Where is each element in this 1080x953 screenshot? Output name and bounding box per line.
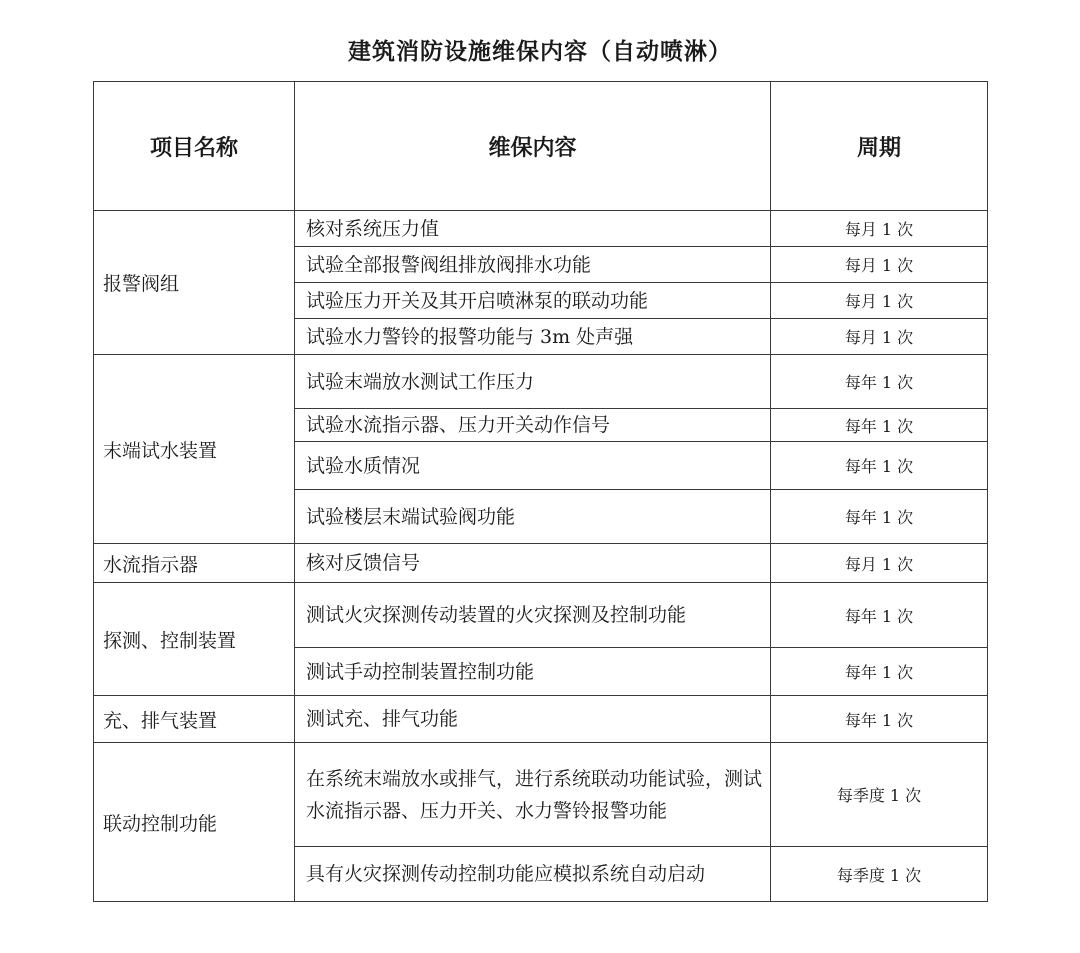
table-row	[94, 211, 988, 247]
content-cell: 试验压力开关及其开启喷淋泵的联动功能	[295, 283, 771, 319]
content-cell: 测试手动控制装置控制功能	[295, 648, 771, 696]
table-row	[94, 355, 988, 409]
period-cell: 每月 1 次	[771, 544, 988, 583]
content-cell: 试验全部报警阀组排放阀排水功能	[295, 247, 771, 283]
period-cell: 每年 1 次	[771, 490, 988, 544]
item-name-cell: 探测、控制装置	[94, 583, 295, 696]
table-row	[94, 743, 988, 847]
content-cell: 具有火灾探测传动控制功能应模拟系统自动启动	[295, 847, 771, 902]
table-row	[94, 583, 988, 648]
content-cell: 试验水质情况	[295, 442, 771, 490]
period-cell: 每季度 1 次	[771, 847, 988, 902]
table-row	[94, 696, 988, 743]
content-cell: 核对反馈信号	[295, 544, 771, 583]
table-header-row	[94, 82, 988, 211]
period-cell: 每年 1 次	[771, 696, 988, 743]
period-cell: 每年 1 次	[771, 409, 988, 442]
header-content: 维保内容	[295, 82, 771, 211]
table-row	[94, 544, 988, 583]
content-cell: 试验水力警铃的报警功能与 3m 处声强	[295, 319, 771, 355]
item-name-cell: 末端试水装置	[94, 355, 295, 544]
period-cell: 每月 1 次	[771, 283, 988, 319]
content-cell: 试验楼层末端试验阀功能	[295, 490, 771, 544]
period-cell: 每年 1 次	[771, 355, 988, 409]
item-name-cell: 联动控制功能	[94, 743, 295, 902]
period-cell: 每月 1 次	[771, 319, 988, 355]
header-item-name: 项目名称	[94, 82, 295, 211]
period-cell: 每年 1 次	[771, 442, 988, 490]
period-cell: 每年 1 次	[771, 648, 988, 696]
content-cell: 核对系统压力值	[295, 211, 771, 247]
content-cell: 在系统末端放水或排气，进行系统联动功能试验，测试水流指示器、压力开关、水力警铃报警功能	[295, 743, 771, 847]
item-name-cell: 充、排气装置	[94, 696, 295, 743]
period-cell: 每年 1 次	[771, 583, 988, 648]
content-cell: 测试充、排气功能	[295, 696, 771, 743]
item-name-cell: 水流指示器	[94, 544, 295, 583]
maintenance-table	[93, 81, 988, 902]
period-cell: 每季度 1 次	[771, 743, 988, 847]
content-cell: 试验末端放水测试工作压力	[295, 355, 771, 409]
content-cell: 测试火灾探测传动装置的火灾探测及控制功能	[295, 583, 771, 648]
period-cell: 每月 1 次	[771, 211, 988, 247]
header-period: 周期	[771, 82, 988, 211]
document-title: 建筑消防设施维保内容（自动喷淋）	[348, 39, 732, 65]
content-cell: 试验水流指示器、压力开关动作信号	[295, 409, 771, 442]
period-cell: 每月 1 次	[771, 247, 988, 283]
item-name-cell: 报警阀组	[94, 211, 295, 355]
